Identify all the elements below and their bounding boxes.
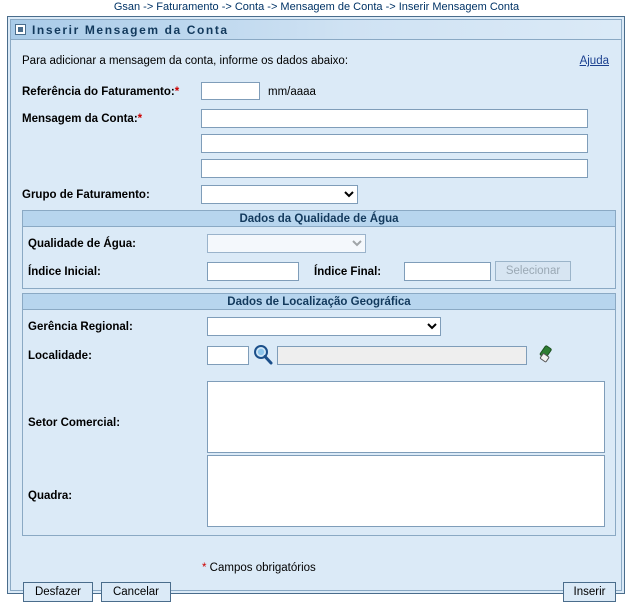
section-header-qualidade: Dados da Qualidade de Água	[22, 210, 616, 227]
title-bar	[11, 20, 621, 40]
quadra-label: Quadra:	[28, 490, 73, 502]
referencia-format-hint: mm/aaaa	[268, 86, 316, 98]
window-frame	[7, 16, 625, 598]
inserir-button[interactable]: Inserir	[563, 582, 616, 602]
required-fields-note	[202, 562, 316, 574]
localidade-code-input[interactable]	[207, 346, 249, 365]
localidade-label: Localidade:	[28, 350, 92, 362]
referencia-label-text: Referência do Faturamento:	[22, 86, 175, 98]
gerencia-regional-label: Gerência Regional:	[28, 321, 133, 333]
required-marker: *	[174, 86, 180, 98]
form-content	[11, 41, 621, 598]
magnifier-icon[interactable]	[251, 343, 275, 367]
qualidade-agua-label: Qualidade de Água:	[28, 238, 136, 250]
indice-final-label: Índice Final:	[314, 266, 382, 278]
required-marker-2: *	[137, 113, 143, 125]
selecionar-button[interactable]: Selecionar	[495, 261, 571, 281]
breadcrumb: Gsan -> Faturamento -> Conta -> Mensagem de Conta -> Inserir Mensagem Conta	[113, 1, 520, 13]
quadra-textarea[interactable]	[207, 455, 605, 527]
desfazer-button[interactable]: Desfazer	[23, 582, 93, 602]
mensagem-conta-label	[22, 113, 142, 125]
window-icon	[15, 24, 26, 35]
mensagem-conta-input-line1[interactable]	[201, 109, 588, 128]
mensagem-conta-label-text: Mensagem da Conta:	[22, 113, 138, 125]
qualidade-agua-select[interactable]	[207, 234, 366, 253]
page-title: Inserir Mensagem da Conta	[32, 23, 229, 37]
indice-inicial-label: Índice Inicial:	[28, 266, 101, 278]
mensagem-conta-input-line3[interactable]	[201, 159, 588, 178]
referencia-faturamento-input[interactable]	[201, 82, 260, 100]
setor-comercial-textarea[interactable]	[207, 381, 605, 453]
required-note-text: Campos obrigatórios	[206, 562, 316, 574]
eraser-icon[interactable]	[533, 343, 557, 367]
form-instructions: Para adicionar a mensagem da conta, informe os dados abaixo:	[22, 55, 349, 67]
grupo-faturamento-select[interactable]	[201, 185, 358, 204]
indice-final-input[interactable]	[404, 262, 491, 281]
required-note-star: *	[202, 562, 207, 574]
indice-inicial-input[interactable]	[207, 262, 299, 281]
window-frame-inner	[10, 19, 622, 598]
cancelar-button[interactable]: Cancelar	[101, 582, 171, 602]
help-link[interactable]: Ajuda	[579, 55, 609, 67]
grupo-faturamento-label: Grupo de Faturamento:	[22, 189, 150, 201]
section-header-localizacao: Dados de Localização Geográfica	[22, 293, 616, 310]
gerencia-regional-select[interactable]	[207, 317, 441, 336]
mensagem-conta-input-line2[interactable]	[201, 134, 588, 153]
referencia-label	[22, 86, 179, 98]
setor-comercial-label: Setor Comercial:	[28, 417, 121, 429]
localidade-name-input	[277, 346, 527, 365]
